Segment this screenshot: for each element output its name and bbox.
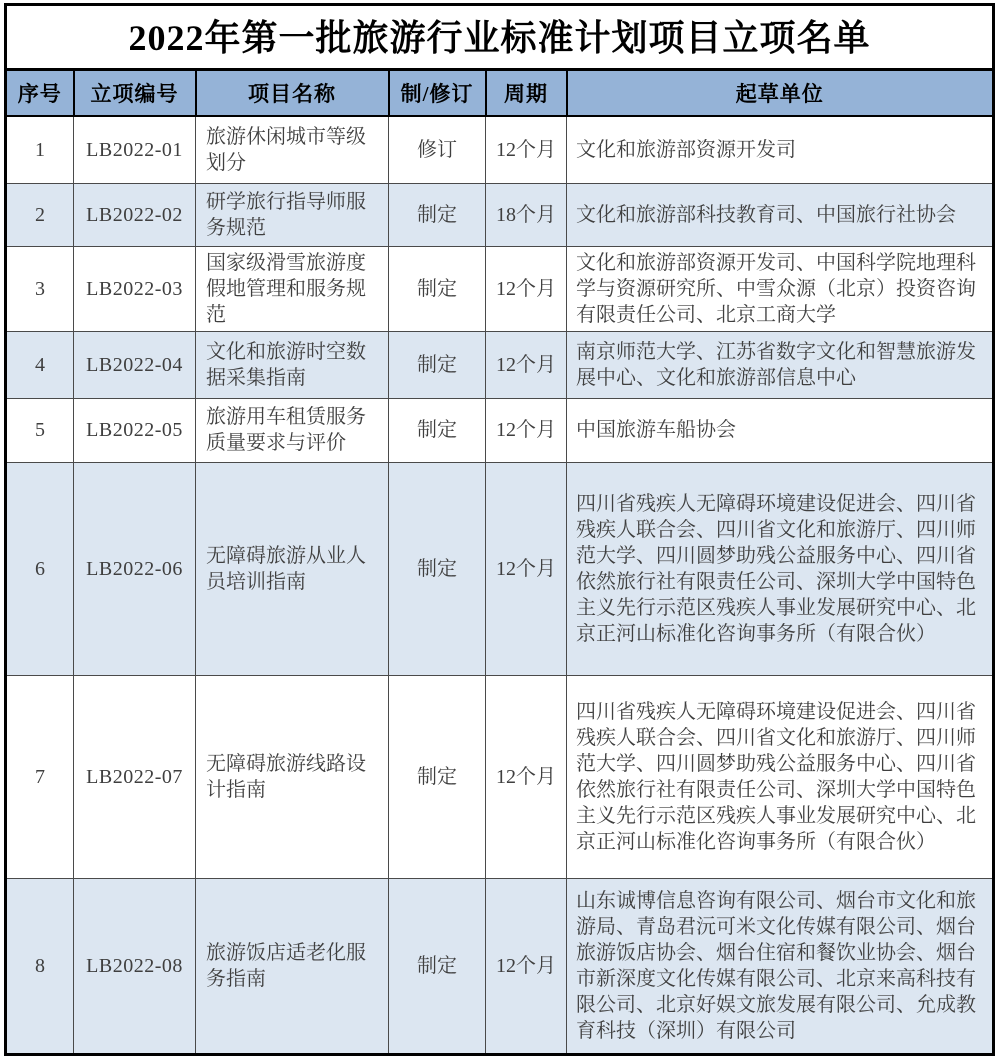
cell-drafters: 文化和旅游部资源开发司 (567, 116, 994, 183)
cell-period: 18个月 (486, 183, 567, 246)
cell-drafters: 文化和旅游部科技教育司、中国旅行社协会 (567, 183, 994, 246)
cell-index: 1 (6, 116, 74, 183)
cell-code: LB2022-04 (74, 331, 196, 398)
cell-index: 7 (6, 675, 74, 878)
column-header-type: 制/修订 (389, 70, 486, 117)
table-row (6, 675, 994, 878)
cell-name: 国家级滑雪旅游度假地管理和服务规范 (196, 246, 389, 331)
header-row (6, 70, 994, 117)
table-row (6, 462, 994, 675)
cell-drafters: 四川省残疾人无障碍环境建设促进会、四川省残疾人联合会、四川省文化和旅游厅、四川师范大学、四川圆梦助残公益服务中心、四川省依然旅行社有限责任公司、深圳大学中国特色主义先行示范区残疾人事业发展研究中心、北京正河山标准化咨询事务所（有限合伙） (567, 675, 994, 878)
cell-period: 12个月 (486, 675, 567, 878)
cell-drafters: 四川省残疾人无障碍环境建设促进会、四川省残疾人联合会、四川省文化和旅游厅、四川师范大学、四川圆梦助残公益服务中心、四川省依然旅行社有限责任公司、深圳大学中国特色主义先行示范区残疾人事业发展研究中心、北京正河山标准化咨询事务所（有限合伙） (567, 462, 994, 675)
table-row (6, 398, 994, 462)
cell-name: 研学旅行指导师服务规范 (196, 183, 389, 246)
cell-drafters: 中国旅游车船协会 (567, 398, 994, 462)
cell-name: 无障碍旅游线路设计指南 (196, 675, 389, 878)
cell-period: 12个月 (486, 462, 567, 675)
cell-type: 制定 (389, 246, 486, 331)
cell-type: 制定 (389, 675, 486, 878)
table-row (6, 331, 994, 398)
table-row (6, 116, 994, 183)
cell-period: 12个月 (486, 116, 567, 183)
cell-name: 旅游休闲城市等级划分 (196, 116, 389, 183)
cell-code: LB2022-03 (74, 246, 196, 331)
cell-type: 制定 (389, 398, 486, 462)
cell-index: 6 (6, 462, 74, 675)
table-row (6, 183, 994, 246)
column-header-name: 项目名称 (196, 70, 389, 117)
cell-type: 制定 (389, 462, 486, 675)
column-header-code: 立项编号 (74, 70, 196, 117)
cell-drafters: 南京师范大学、江苏省数字文化和智慧旅游发展中心、文化和旅游部信息中心 (567, 331, 994, 398)
cell-period: 12个月 (486, 331, 567, 398)
cell-name: 旅游用车租赁服务质量要求与评价 (196, 398, 389, 462)
table-row (6, 878, 994, 1054)
cell-index: 3 (6, 246, 74, 331)
column-header-drafters: 起草单位 (567, 70, 994, 117)
cell-name: 文化和旅游时空数据采集指南 (196, 331, 389, 398)
cell-code: LB2022-08 (74, 878, 196, 1054)
standards-table (4, 3, 995, 1056)
cell-index: 5 (6, 398, 74, 462)
cell-index: 8 (6, 878, 74, 1054)
cell-type: 制定 (389, 331, 486, 398)
title-row (6, 5, 994, 70)
cell-type: 制定 (389, 878, 486, 1054)
cell-period: 12个月 (486, 398, 567, 462)
column-header-index: 序号 (6, 70, 74, 117)
table-body (6, 116, 994, 1054)
page-title: 2022年第一批旅游行业标准计划项目立项名单 (6, 5, 994, 70)
cell-type: 制定 (389, 183, 486, 246)
cell-name: 旅游饭店适老化服务指南 (196, 878, 389, 1054)
cell-drafters: 山东诚博信息咨询有限公司、烟台市文化和旅游局、青岛君沅可米文化传媒有限公司、烟台旅游饭店协会、烟台住宿和餐饮业协会、烟台市新深度文化传媒有限公司、北京来高科技有限公司、北京好娱文旅发展有限公司、允成教育科技（深圳）有限公司 (567, 878, 994, 1054)
cell-code: LB2022-01 (74, 116, 196, 183)
cell-index: 4 (6, 331, 74, 398)
cell-code: LB2022-07 (74, 675, 196, 878)
cell-type: 修订 (389, 116, 486, 183)
cell-period: 12个月 (486, 246, 567, 331)
cell-drafters: 文化和旅游部资源开发司、中国科学院地理科学与资源研究所、中雪众源（北京）投资咨询有限责任公司、北京工商大学 (567, 246, 994, 331)
cell-period: 12个月 (486, 878, 567, 1054)
cell-code: LB2022-06 (74, 462, 196, 675)
cell-code: LB2022-05 (74, 398, 196, 462)
cell-code: LB2022-02 (74, 183, 196, 246)
column-header-period: 周期 (486, 70, 567, 117)
cell-name: 无障碍旅游从业人员培训指南 (196, 462, 389, 675)
cell-index: 2 (6, 183, 74, 246)
table-row (6, 246, 994, 331)
